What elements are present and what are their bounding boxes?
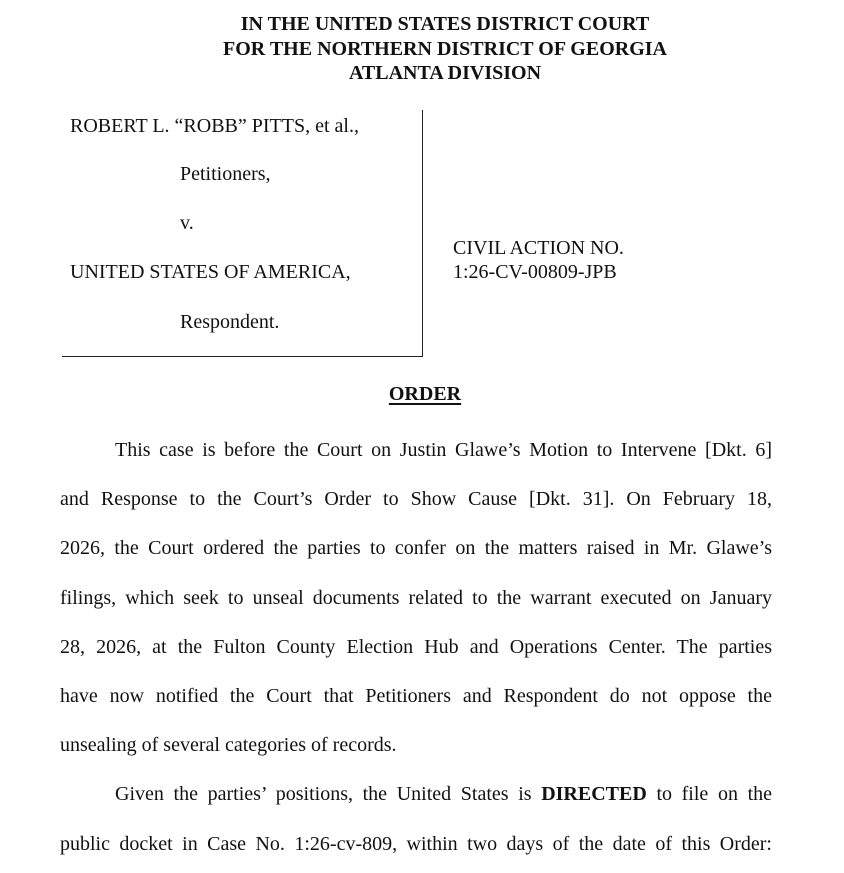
paragraph-2-line-2 bbox=[60, 820, 772, 869]
paragraph-1-line-4-text: filings, which seek to unseal documents related to the warrant executed on January bbox=[60, 586, 772, 609]
caption-bottom-rule bbox=[62, 356, 423, 357]
respondent-name: UNITED STATES OF AMERICA, bbox=[70, 261, 351, 283]
court-heading bbox=[0, 12, 844, 86]
paragraph-1-line-2-text: and Response to the Court’s Order to Show Cause [Dkt. 31]. On February 18, bbox=[60, 488, 772, 511]
paragraph-1-line-4 bbox=[60, 574, 772, 623]
case-number: 1:26-CV-00809-JPB bbox=[453, 261, 617, 283]
paragraph-1-line-3-text: 2026, the Court ordered the parties to confer on the matters raised in Mr. Glawe’s bbox=[60, 537, 772, 560]
paragraph-2-after: to file on the bbox=[656, 783, 773, 806]
paragraph-1-line-6 bbox=[60, 672, 772, 721]
petitioner-role: Petitioners, bbox=[180, 163, 271, 185]
paragraph-1-line-1-text: This case is before the Court on Justin Glawe’s Motion to Intervene [Dkt. 6] bbox=[115, 439, 772, 461]
paragraph-1-line-1 bbox=[60, 426, 772, 475]
order-body bbox=[60, 426, 772, 869]
petitioner-name: ROBERT L. “ROBB” PITTS, et al., bbox=[70, 115, 359, 137]
court-heading-line-3: ATLANTA DIVISION bbox=[348, 62, 542, 84]
court-heading-line-1: IN THE UNITED STATES DISTRICT COURT bbox=[240, 13, 650, 35]
paragraph-1-line-5-text: 28, 2026, at the Fulton County Election Hub and Operations Center. The parties bbox=[60, 635, 772, 658]
respondent-role: Respondent. bbox=[180, 311, 280, 333]
paragraph-1-line-5 bbox=[60, 623, 772, 672]
civil-action-label: CIVIL ACTION NO. bbox=[453, 237, 624, 259]
directed-keyword: DIRECTED bbox=[541, 783, 647, 806]
paragraph-2-line-2-text: public docket in Case No. 1:26-cv-809, within two days of the date of this Order: bbox=[60, 832, 772, 855]
paragraph-2-line-1-text bbox=[115, 770, 772, 819]
paragraph-1-line-7 bbox=[60, 721, 772, 770]
court-heading-line-2: FOR THE NORTHERN DISTRICT OF GEORGIA bbox=[222, 37, 667, 60]
caption-vertical-divider bbox=[422, 110, 423, 356]
paragraph-1-line-2 bbox=[60, 475, 772, 524]
order-title: ORDER bbox=[388, 383, 462, 405]
paragraph-1-line-3 bbox=[60, 524, 772, 573]
paragraph-1-line-6-text: have now notified the Court that Petitioners and Respondent do not oppose the bbox=[60, 684, 772, 707]
paragraph-1-line-7-text: unsealing of several categories of records. bbox=[60, 734, 397, 757]
paragraph-2-before: Given the parties’ positions, the United States is bbox=[115, 783, 532, 806]
versus-label: v. bbox=[180, 212, 194, 234]
paragraph-2-line-1 bbox=[60, 770, 772, 819]
